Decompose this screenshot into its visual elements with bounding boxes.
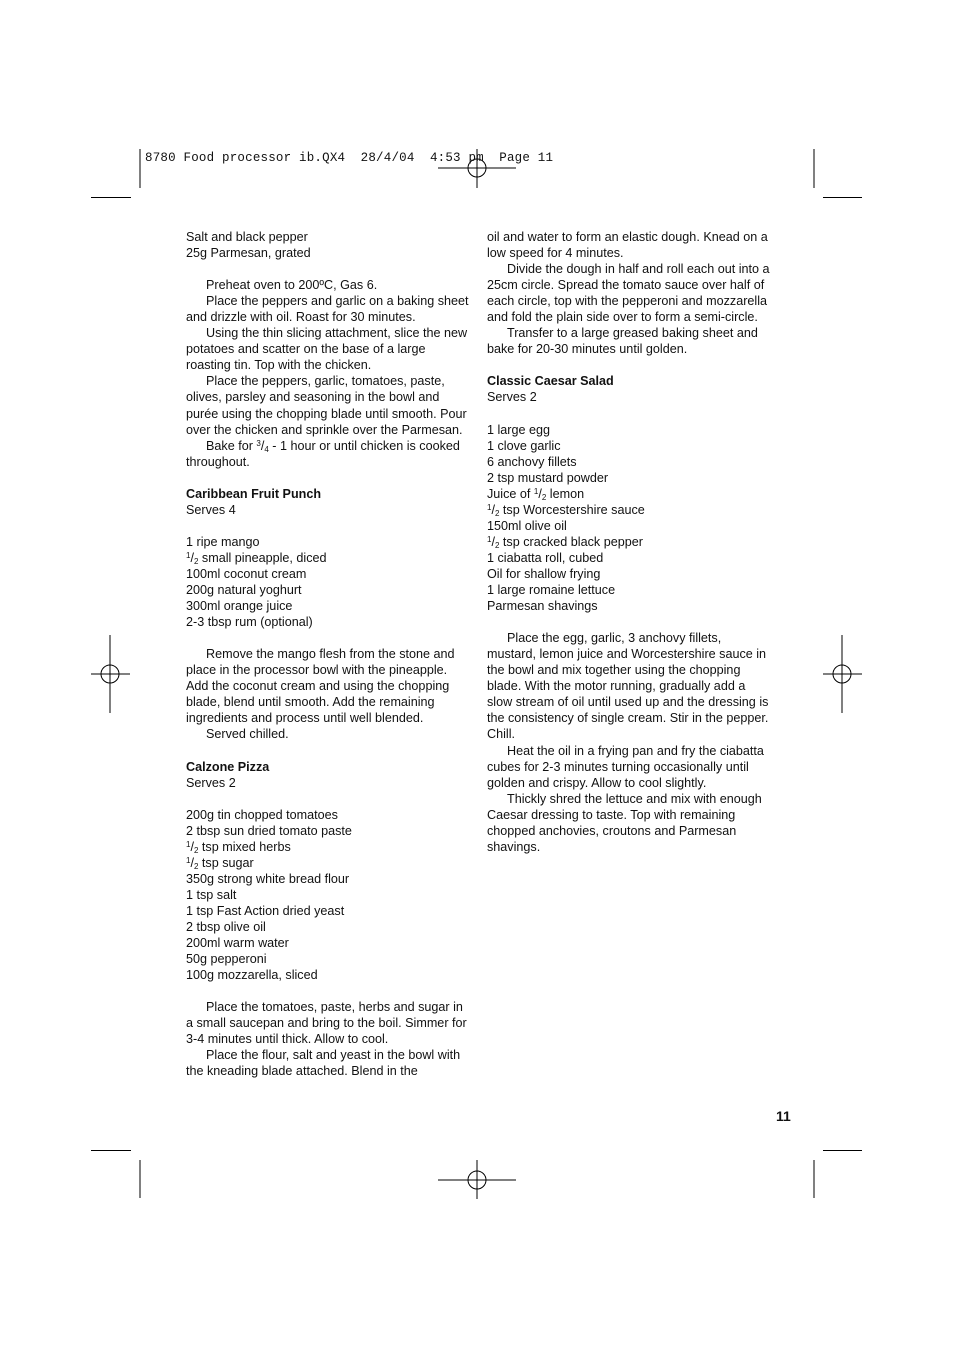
method-step: Place the egg, garlic, 3 anchovy fillets, mustard, lemon juice and Worcestershire sauce in the bowl and mix together using the chopping blade. With the motor running, gradually add a slow stream of oil until used up and the dressing is the consistency of single cream. Stir in the pepper. Chill. — [487, 631, 769, 742]
ingredient: 1 tsp salt — [186, 887, 237, 902]
method-step: oil and water to form an elastic dough. Knead on a low speed for 4 minutes. — [487, 230, 768, 261]
ingredient: 25g Parmesan, grated — [186, 246, 311, 261]
ingredient: 150ml olive oil — [487, 518, 567, 533]
ingredient: 2 tbsp sun dried tomato paste — [186, 823, 352, 838]
registration-mark-bottom — [438, 1160, 516, 1199]
ingredient: 200g tin chopped tomatoes — [186, 807, 338, 822]
left-column — [186, 229, 470, 1079]
page-number: 11 — [776, 1108, 791, 1124]
ingredient: 350g strong white bread flour — [186, 871, 350, 886]
ingredient: 2 tsp mustard powder — [487, 470, 609, 485]
method-step: Served chilled. — [206, 727, 289, 742]
ingredient: 1 large egg — [487, 422, 551, 437]
method-step: Place the peppers, garlic, tomatoes, paste, olives, parsley and seasoning in the bowl and purée using the chopping blade until smooth. Pour over the chicken and sprinkle over the Parmesan. — [186, 374, 467, 437]
serves: Serves 4 — [186, 502, 236, 517]
recipe-title: Caribbean Fruit Punch — [186, 486, 322, 501]
method-step: Place the tomatoes, paste, herbs and sugar in a small saucepan and bring to the boil. Simmer for 3-4 minutes until thick. Allow to cool. — [186, 1000, 467, 1047]
ingredient: Salt and black pepper — [186, 230, 308, 244]
ingredient: $^1/_2$ tsp cracked black pepper — [487, 534, 643, 550]
method-step: Transfer to a large greased baking sheet and bake for 20-30 minutes until golden. — [487, 326, 758, 357]
print-slug: 8780 Food processor ib.QX4 28/4/04 4:53 pm Page 11 — [145, 151, 554, 165]
ingredient: $^1/_2$ small pineapple, diced — [186, 550, 327, 566]
ingredient: Juice of $^1/_2$ lemon — [487, 486, 585, 502]
ingredient: 2 tbsp olive oil — [186, 920, 266, 935]
method-step: Remove the mango flesh from the stone and place in the processor bowl with the pineapple. Add the coconut cream and using the chopping blade, blend until smooth. Add the remaining ingredients and process until well blended. — [186, 647, 455, 726]
ingredient: 1 tsp Fast Action dried yeast — [186, 903, 345, 918]
method-step: Place the peppers and garlic on a baking sheet and drizzle with oil. Roast for 30 minutes. — [186, 294, 469, 325]
ingredient: 200ml warm water — [186, 936, 289, 951]
ingredient: 1 ripe mango — [186, 534, 260, 549]
ingredient: 300ml orange juice — [186, 599, 293, 614]
ingredient: 1 ciabatta roll, cubed — [487, 550, 604, 565]
serves: Serves 2 — [487, 390, 537, 405]
ingredient: $^1/_2$ tsp sugar — [186, 855, 254, 871]
ingredient: 100g mozzarella, sliced — [186, 968, 318, 983]
method-step: Using the thin slicing attachment, slice the new potatoes and scatter on the base of a large roasting tin. Top with the chicken. — [186, 326, 468, 373]
ingredient: 1 large romaine lettuce — [487, 583, 616, 598]
ingredient: Oil for shallow frying — [487, 566, 601, 581]
method-step: Preheat oven to 200ºC, Gas 6. — [206, 278, 378, 293]
ingredient: $^1/_2$ tsp mixed herbs — [186, 839, 291, 855]
registration-mark-left — [91, 635, 130, 713]
ingredient: Parmesan shavings — [487, 599, 598, 614]
ingredient: 2-3 tbsp rum (optional) — [186, 615, 313, 630]
ingredient: 6 anchovy fillets — [487, 454, 577, 469]
ingredient: 50g pepperoni — [186, 952, 267, 967]
ingredient: 100ml coconut cream — [186, 566, 307, 581]
right-column — [487, 229, 771, 855]
serves: Serves 2 — [186, 775, 236, 790]
ingredient: $^1/_2$ tsp Worcestershire sauce — [487, 502, 645, 518]
recipe-title: Classic Caesar Salad — [487, 374, 614, 389]
method-step: Place the flour, salt and yeast in the bowl with the kneading blade attached. Blend in the — [186, 1048, 461, 1079]
ingredient: 1 clove garlic — [487, 438, 561, 453]
recipe-title: Calzone Pizza — [186, 759, 270, 774]
ingredient: 200g natural yoghurt — [186, 583, 302, 598]
method-step: Divide the dough in half and roll each out into a 25cm circle. Spread the tomato sauce over half of each circle, top with the pepperoni and mozzarella and fold the plain side over to form a semi-circle. — [487, 262, 770, 325]
registration-mark-right — [823, 635, 862, 713]
method-step: Heat the oil in a frying pan and fry the ciabatta cubes for 2-3 minutes turning occasionally until golden and crispy. Allow to cool slightly. — [487, 743, 764, 790]
method-step: Bake for $^3/_4 - 1$ hour or until chicken is cooked throughout. — [186, 438, 460, 469]
method-step: Thickly shred the lettuce and mix with enough Caesar dressing to taste. Top with remaining chopped anchovies, croutons and Parmesan shavings. — [487, 791, 762, 854]
